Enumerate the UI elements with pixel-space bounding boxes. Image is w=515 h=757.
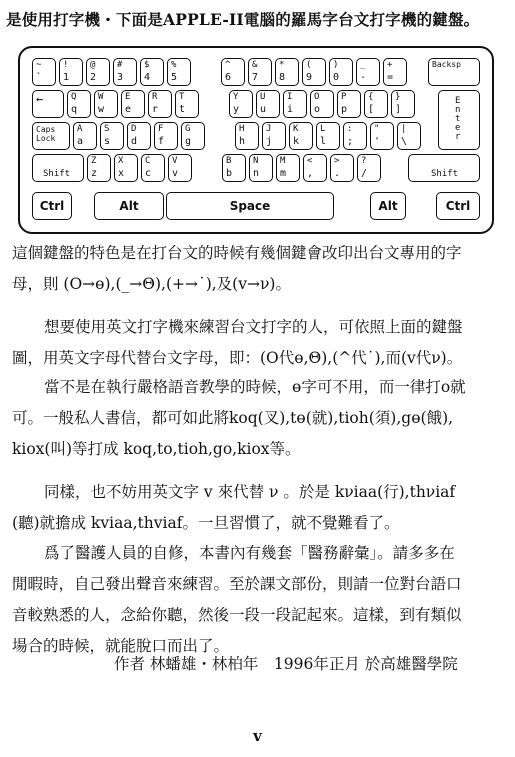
key: N n [249, 154, 273, 182]
key-shift-right: Shift [408, 154, 480, 182]
key: B b [222, 154, 246, 182]
paragraph-4 [12, 477, 501, 539]
key: Z z [87, 154, 111, 182]
key-tab: ← [32, 90, 64, 118]
key: ^ 6 [221, 58, 245, 86]
key: % 5 [167, 58, 191, 86]
text-line: 當不是在執行嚴格語音教學的時候，ɵ字可不用，而一律打o就 [44, 378, 466, 396]
key: V v [168, 154, 192, 182]
key: H h [235, 122, 259, 150]
keyboard-diagram [18, 46, 494, 234]
paragraph-3 [12, 372, 501, 465]
text-line: 母，則 (O→ɵ),(_→Θ),(+→˙),及(v→ν)。 [12, 275, 291, 293]
key: { [ [364, 90, 388, 118]
key: " ' [370, 122, 394, 150]
enter-label: Enter [455, 96, 461, 142]
key: R r [148, 90, 172, 118]
key: $ 4 [140, 58, 164, 86]
key: U u [256, 90, 280, 118]
key-shift-left: Shift [32, 154, 84, 182]
intro-line: 是使用打字機・下面是APPLE-II電腦的羅馬字台文打字機的鍵盤。 [6, 10, 480, 29]
text-line: 閒暇時，自己發出聲音來練習。至於課文部份，則請一位對台語口 [12, 575, 462, 593]
text-line: 圖，用英文字母代替台文字母，即：(O代ɵ,Θ),(^代˙),而(v代ν)。 [12, 349, 463, 367]
text-line: 可。一般私人書信，都可如此將koq(叉),tɵ(就),tioh(須),gɵ(餓), [12, 409, 454, 427]
key: ! 1 [59, 58, 83, 86]
key: * 8 [275, 58, 299, 86]
key: P p [337, 90, 361, 118]
text-line: 音較熟悉的人，念給你聽，然後一段一段記起來。這樣，到有類似 [12, 606, 462, 624]
key: F f [154, 122, 178, 150]
page-number: v [253, 727, 262, 745]
key: W w [94, 90, 118, 118]
key: G g [181, 122, 205, 150]
text-line: (聽)就擔成 kviaa,thviaf。一旦習慣了，就不覺難看了。 [12, 514, 400, 532]
key: _ - [356, 58, 380, 86]
paragraph-1 [12, 238, 501, 300]
key: A a [73, 122, 97, 150]
key: E e [121, 90, 145, 118]
key: ) 0 [329, 58, 353, 86]
key: ( 9 [302, 58, 326, 86]
key: | \ [397, 122, 421, 150]
key-ctrl-left: Ctrl [32, 192, 72, 220]
key: : ; [343, 122, 367, 150]
key: T t [175, 90, 199, 118]
key-alt-right: Alt [370, 192, 406, 220]
key: D d [127, 122, 151, 150]
key: + = [383, 58, 407, 86]
paragraph-5 [12, 538, 501, 662]
paragraph-2 [12, 312, 501, 374]
key-alt-left: Alt [94, 192, 164, 220]
key: # 3 [113, 58, 137, 86]
key: O o [310, 90, 334, 118]
text-line: 同樣，也不妨用英文字 v 來代替 ν 。於是 kνiaa(行),thνiaf [44, 483, 456, 501]
key: ? / [357, 154, 381, 182]
key: Q q [67, 90, 91, 118]
key: ~ ` [32, 58, 56, 86]
key: X x [114, 154, 138, 182]
key-ctrl-right: Ctrl [436, 192, 480, 220]
key-caps-lock: Caps Lock [32, 122, 70, 150]
key: I i [283, 90, 307, 118]
key: } ] [391, 90, 415, 118]
key: S s [100, 122, 124, 150]
key-backspace: Backsp [428, 58, 480, 86]
key: M m [276, 154, 300, 182]
key: < , [303, 154, 327, 182]
text-line: kioх(叫)等打成 koq,to,tioh,go,kiox等。 [12, 440, 301, 458]
key-space: Space [166, 192, 334, 220]
text-line: 想要使用英文打字機來練習台文打字的人，可依照上面的鍵盤 [44, 318, 463, 336]
text-line: 場合的時候，就能脫口而出了。 [12, 637, 230, 655]
text-line: 這個鍵盤的特色是在打台文的時候有幾個鍵會改印出台文專用的字 [12, 244, 462, 262]
key: @ 2 [86, 58, 110, 86]
author-line: 作者 林蟠雄・林柏年 1996年正月 於高雄醫學院 [114, 655, 458, 673]
key: & 7 [248, 58, 272, 86]
key: J j [262, 122, 286, 150]
key: L l [316, 122, 340, 150]
key: C c [141, 154, 165, 182]
text-line: 爲了醫護人員的自修，本書內有幾套「醫務辭彙」。請多多在 [44, 544, 455, 562]
key: K k [289, 122, 313, 150]
key-enter [438, 90, 480, 150]
key: > . [330, 154, 354, 182]
key: Y y [229, 90, 253, 118]
